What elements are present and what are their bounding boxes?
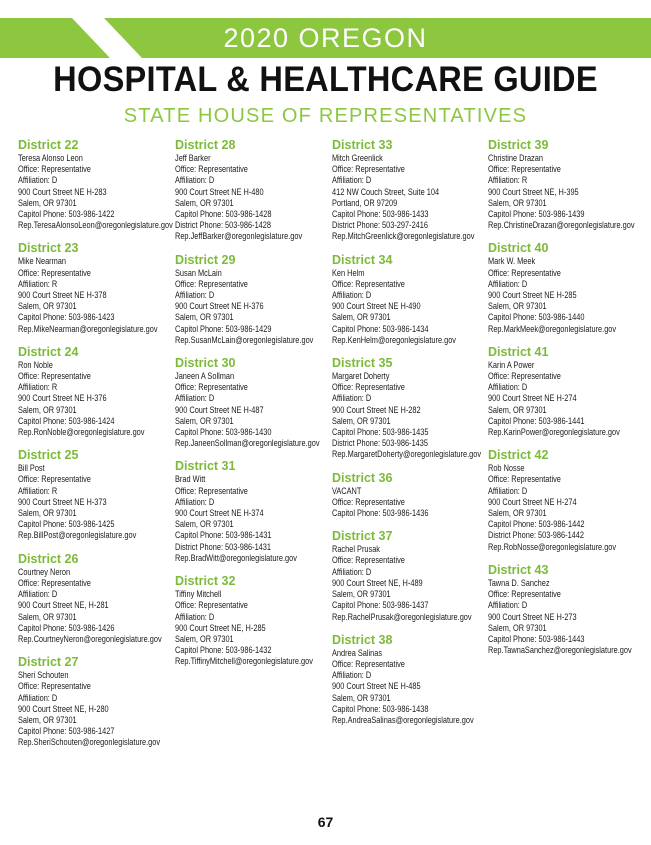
detail-line: 900 Court Street NE H-374 — [175, 508, 264, 519]
representative-name: Tiffiny Mitchell — [175, 589, 222, 600]
email-address: Rep.RobNosse@oregonlegislature.gov — [488, 541, 617, 552]
representative-name: Bill Post — [18, 463, 45, 474]
detail-line: 900 Court Street NE H-283 — [18, 186, 107, 197]
email-address: Rep.BradWitt@oregonlegislature.gov — [175, 552, 297, 563]
detail-line: Affiliation: D — [332, 175, 372, 186]
district-heading: District 29 — [175, 252, 236, 267]
district-heading: District 42 — [488, 448, 549, 463]
detail-line: District Phone: 503-986-1431 — [175, 541, 272, 552]
page-subtitle: STATE HOUSE OF REPRESENTATIVES — [123, 105, 528, 127]
district-entry — [488, 345, 646, 438]
detail-line: Capitol Phone: 503-986-1428 — [175, 209, 272, 220]
email-address: Rep.MitchGreenlick@oregonlegislature.gov — [332, 231, 475, 242]
detail-line: Office: Representative — [175, 600, 248, 611]
district-entry — [175, 253, 333, 346]
detail-line: Capitol Phone: 503-986-1425 — [18, 519, 115, 530]
directory-column — [18, 138, 176, 759]
detail-line: Salem, OR 97301 — [332, 589, 391, 600]
email-address: Rep.MargaretDoherty@oregonlegislature.gov — [332, 449, 482, 460]
district-entry — [18, 448, 176, 541]
detail-line: Office: Representative — [175, 382, 248, 393]
detail-line: Capitol Phone: 503-986-1442 — [488, 519, 585, 530]
detail-line: Affiliation: D — [332, 290, 372, 301]
detail-line: Salem, OR 97301 — [18, 301, 77, 312]
representative-name: Rob Nosse — [488, 463, 525, 474]
district-heading: District 25 — [18, 448, 79, 463]
detail-line: Salem, OR 97301 — [332, 312, 391, 323]
district-entry — [332, 138, 490, 243]
detail-line: Office: Representative — [332, 164, 405, 175]
detail-line: Capitol Phone: 503-986-1424 — [18, 415, 115, 426]
detail-line: Salem, OR 97301 — [175, 312, 234, 323]
district-heading: District 31 — [175, 459, 236, 474]
detail-line: Affiliation: D — [488, 485, 528, 496]
detail-line: Affiliation: D — [488, 600, 528, 611]
detail-line: Affiliation: D — [488, 278, 528, 289]
district-heading: District 33 — [332, 138, 393, 152]
email-address: Rep.CourtneyNeron@oregonlegislature.gov — [18, 633, 162, 644]
detail-line: Office: Representative — [332, 496, 405, 507]
detail-line: Salem, OR 97301 — [18, 197, 77, 208]
detail-line: Affiliation: D — [175, 175, 215, 186]
district-entry — [332, 253, 490, 346]
detail-line: Capitol Phone: 503-986-1430 — [175, 427, 272, 438]
district-heading: District 39 — [488, 138, 549, 152]
detail-line: Affiliation: D — [18, 175, 58, 186]
email-address: Rep.TiffinyMitchell@oregonlegislature.gov — [175, 656, 313, 667]
detail-line: Capitol Phone: 503-986-1422 — [18, 209, 115, 220]
detail-line: Office: Representative — [488, 474, 561, 485]
detail-line: Office: Representative — [18, 474, 91, 485]
detail-line: Salem, OR 97301 — [488, 197, 547, 208]
district-heading: District 23 — [18, 241, 79, 256]
district-heading: District 40 — [488, 241, 549, 256]
detail-line: Affiliation: R — [18, 278, 58, 289]
detail-line: Affiliation: D — [332, 566, 372, 577]
detail-line: Affiliation: D — [18, 589, 58, 600]
representative-name: Susan McLain — [175, 267, 222, 278]
representative-name: VACANT — [332, 485, 362, 496]
email-address: Rep.KenHelm@oregonlegislature.gov — [332, 334, 457, 345]
district-heading: District 26 — [18, 551, 79, 566]
detail-line: Office: Representative — [18, 681, 91, 692]
representative-name: Christine Drazan — [488, 153, 543, 163]
detail-line: Affiliation: D — [175, 290, 215, 301]
detail-line: Office: Representative — [175, 164, 248, 175]
detail-line: Salem, OR 97301 — [488, 404, 547, 415]
detail-line: Capitol Phone: 503-986-1437 — [332, 600, 429, 611]
representative-name: Mark W. Meek — [488, 256, 536, 267]
detail-line: Capitol Phone: 503-986-1441 — [488, 415, 585, 426]
district-entry — [18, 138, 176, 231]
representative-name: Brad Witt — [175, 474, 206, 485]
representative-name: Mitch Greenlick — [332, 153, 383, 163]
detail-line: Salem, OR 97301 — [488, 508, 547, 519]
district-heading: District 32 — [175, 574, 236, 589]
detail-line: 900 Court Street NE H-373 — [18, 496, 107, 507]
district-heading: District 22 — [18, 138, 79, 152]
representative-name: Andrea Salinas — [332, 647, 383, 658]
detail-line: Salem, OR 97301 — [18, 714, 77, 725]
district-entry — [488, 241, 646, 334]
detail-line: Office: Representative — [332, 278, 405, 289]
detail-line: Affiliation: D — [175, 496, 215, 507]
detail-line: Office: Representative — [332, 658, 405, 669]
detail-line: Capitol Phone: 503-986-1443 — [488, 633, 585, 644]
detail-line: 900 Court Street NE H-487 — [175, 404, 264, 415]
district-entry — [175, 574, 333, 667]
detail-line: 900 Court Street NE H-490 — [332, 301, 421, 312]
directory-column — [332, 138, 490, 736]
detail-line: Office: Representative — [18, 577, 91, 588]
detail-line: 900 Court Street NE, H-281 — [18, 600, 109, 611]
district-heading: District 41 — [488, 344, 549, 359]
detail-line: 900 Court Street NE H-378 — [18, 290, 107, 301]
detail-line: Capitol Phone: 503-986-1432 — [175, 645, 272, 656]
detail-line: Office: Representative — [332, 555, 405, 566]
detail-line: 900 Court Street NE H-274 — [488, 496, 577, 507]
detail-line: 900 Court Street NE H-285 — [488, 290, 577, 301]
representative-name: Janeen A Sollman — [175, 371, 235, 382]
district-heading: District 37 — [332, 529, 393, 544]
email-address: Rep.MarkMeek@oregonlegislature.gov — [488, 323, 617, 334]
detail-line: Salem, OR 97301 — [18, 611, 77, 622]
detail-line: Capitol Phone: 503-986-1436 — [332, 508, 429, 519]
detail-line: Salem, OR 97301 — [488, 622, 547, 633]
district-heading: District 36 — [332, 470, 393, 485]
district-heading: District 28 — [175, 138, 236, 152]
detail-line: Office: Representative — [488, 589, 561, 600]
detail-line: Capitol Phone: 503-986-1438 — [332, 703, 429, 714]
representative-name: Ken Helm — [332, 267, 365, 278]
detail-line: Affiliation: D — [332, 670, 372, 681]
email-address: Rep.RachelPrusak@oregonlegislature.gov — [332, 611, 472, 622]
directory-columns — [18, 138, 648, 798]
district-entry — [175, 138, 333, 243]
detail-line: Affiliation: R — [18, 382, 58, 393]
district-entry — [332, 471, 490, 520]
detail-line: Office: Representative — [18, 164, 91, 175]
district-heading: District 30 — [175, 356, 236, 371]
detail-line: Salem, OR 97301 — [175, 197, 234, 208]
detail-line: Affiliation: D — [488, 382, 528, 393]
district-heading: District 27 — [18, 655, 79, 670]
representative-name: Jeff Barker — [175, 153, 211, 163]
detail-line: 900 Court Street NE H-274 — [488, 393, 577, 404]
detail-line: Office: Representative — [175, 485, 248, 496]
email-address: Rep.JaneenSollman@oregonlegislature.gov — [175, 438, 320, 449]
email-address: Rep.AndreaSalinas@oregonlegislature.gov — [332, 714, 474, 725]
district-entry — [18, 241, 176, 334]
representative-name: Tawna D. Sanchez — [488, 577, 550, 588]
detail-line: Capitol Phone: 503-986-1423 — [18, 312, 115, 323]
detail-line: Affiliation: R — [488, 175, 528, 186]
detail-line: District Phone: 503-986-1428 — [175, 220, 272, 231]
email-address: Rep.ChristineDrazan@oregonlegislature.gov — [488, 220, 635, 231]
detail-line: Salem, OR 97301 — [18, 508, 77, 519]
directory-column — [488, 138, 646, 666]
detail-line: Capitol Phone: 503-986-1426 — [18, 622, 115, 633]
detail-line: 900 Court Street NE H-273 — [488, 611, 577, 622]
district-heading: District 43 — [488, 562, 549, 577]
detail-line: Affiliation: R — [18, 485, 58, 496]
detail-line: District Phone: 503-297-2416 — [332, 220, 429, 231]
header-banner — [0, 18, 651, 58]
district-entry — [332, 356, 490, 461]
detail-line: Salem, OR 97301 — [332, 692, 391, 703]
email-address: Rep.BillPost@oregonlegislature.gov — [18, 530, 137, 541]
detail-line: Capitol Phone: 503-986-1440 — [488, 312, 585, 323]
district-entry — [488, 138, 646, 231]
detail-line: Capitol Phone: 503-986-1434 — [332, 323, 429, 334]
page-number: 67 — [317, 814, 334, 830]
detail-line: 900 Court Street NE, H-489 — [332, 577, 423, 588]
page-title: HOSPITAL & HEALTHCARE GUIDE — [53, 60, 598, 99]
detail-line: Affiliation: D — [18, 692, 58, 703]
email-address: Rep.SusanMcLain@oregonlegislature.gov — [175, 334, 314, 345]
detail-line: Salem, OR 97301 — [488, 301, 547, 312]
detail-line: Office: Representative — [332, 382, 405, 393]
detail-line: 900 Court Street NE, H-285 — [175, 622, 266, 633]
detail-line: Portland, OR 97209 — [332, 197, 398, 208]
district-heading: District 34 — [332, 252, 393, 267]
representative-name: Teresa Alonso Leon — [18, 153, 83, 163]
detail-line: Capitol Phone: 503-986-1433 — [332, 209, 429, 220]
representative-name: Mike Nearman — [18, 256, 66, 267]
detail-line: Capitol Phone: 503-986-1435 — [332, 427, 429, 438]
district-heading: District 24 — [18, 344, 79, 359]
detail-line: 900 Court Street NE H-282 — [332, 404, 421, 415]
detail-line: Office: Representative — [175, 278, 248, 289]
detail-line: Office: Representative — [488, 371, 561, 382]
district-heading: District 38 — [332, 632, 393, 647]
district-entry — [332, 633, 490, 726]
email-address: Rep.RonNoble@oregonlegislature.gov — [18, 427, 145, 438]
detail-line: Capitol Phone: 503-986-1429 — [175, 323, 272, 334]
district-entry — [332, 529, 490, 622]
detail-line: Office: Representative — [18, 267, 91, 278]
detail-line: Affiliation: D — [175, 611, 215, 622]
detail-line: Salem, OR 97301 — [332, 415, 391, 426]
detail-line: District Phone: 503-986-1442 — [488, 530, 585, 541]
representative-name: Rachel Prusak — [332, 544, 380, 555]
detail-line: 900 Court Street NE H-376 — [175, 301, 264, 312]
representative-name: Courtney Neron — [18, 566, 71, 577]
email-address: Rep.JeffBarker@oregonlegislature.gov — [175, 231, 303, 242]
banner-title: 2020 OREGON — [223, 23, 428, 53]
representative-name: Karin A Power — [488, 359, 535, 370]
email-address: Rep.SheriSchouten@oregonlegislature.gov — [18, 737, 161, 748]
detail-line: Office: Representative — [18, 371, 91, 382]
district-entry — [175, 459, 333, 564]
email-address: Rep.MikeNearman@oregonlegislature.gov — [18, 323, 158, 334]
detail-line: Capitol Phone: 503-986-1439 — [488, 209, 585, 220]
district-entry — [18, 655, 176, 748]
detail-line: 900 Court Street NE H-485 — [332, 681, 421, 692]
detail-line: District Phone: 503-986-1435 — [332, 438, 429, 449]
email-address: Rep.TeresaAlonsoLeon@oregonlegislature.gov — [18, 220, 173, 231]
representative-name: Margaret Doherty — [332, 371, 390, 382]
detail-line: Affiliation: D — [175, 393, 215, 404]
detail-line: 900 Court Street NE, H-280 — [18, 703, 109, 714]
representative-name: Ron Noble — [18, 359, 53, 370]
representative-name: Sheri Schouten — [18, 670, 69, 681]
detail-line: Salem, OR 97301 — [18, 404, 77, 415]
detail-line: Capitol Phone: 503-986-1431 — [175, 530, 272, 541]
detail-line: Affiliation: D — [332, 393, 372, 404]
district-entry — [488, 448, 646, 553]
detail-line: 900 Court Street NE H-376 — [18, 393, 107, 404]
detail-line: Salem, OR 97301 — [175, 415, 234, 426]
detail-line: Office: Representative — [488, 164, 561, 175]
email-address: Rep.TawnaSanchez@oregonlegislature.gov — [488, 645, 632, 656]
detail-line: Capitol Phone: 503-986-1427 — [18, 726, 115, 737]
district-entry — [488, 563, 646, 656]
email-address: Rep.KarinPower@oregonlegislature.gov — [488, 427, 620, 438]
district-entry — [18, 552, 176, 645]
directory-column — [175, 138, 333, 678]
district-entry — [18, 345, 176, 438]
district-entry — [175, 356, 333, 449]
detail-line: Salem, OR 97301 — [175, 633, 234, 644]
detail-line: 900 Court Street NE H-480 — [175, 186, 264, 197]
detail-line: 900 Court Street NE, H-395 — [488, 186, 579, 197]
detail-line: 412 NW Couch Street, Suite 104 — [332, 186, 440, 197]
detail-line: Office: Representative — [488, 267, 561, 278]
detail-line: Salem, OR 97301 — [175, 519, 234, 530]
district-heading: District 35 — [332, 356, 393, 371]
